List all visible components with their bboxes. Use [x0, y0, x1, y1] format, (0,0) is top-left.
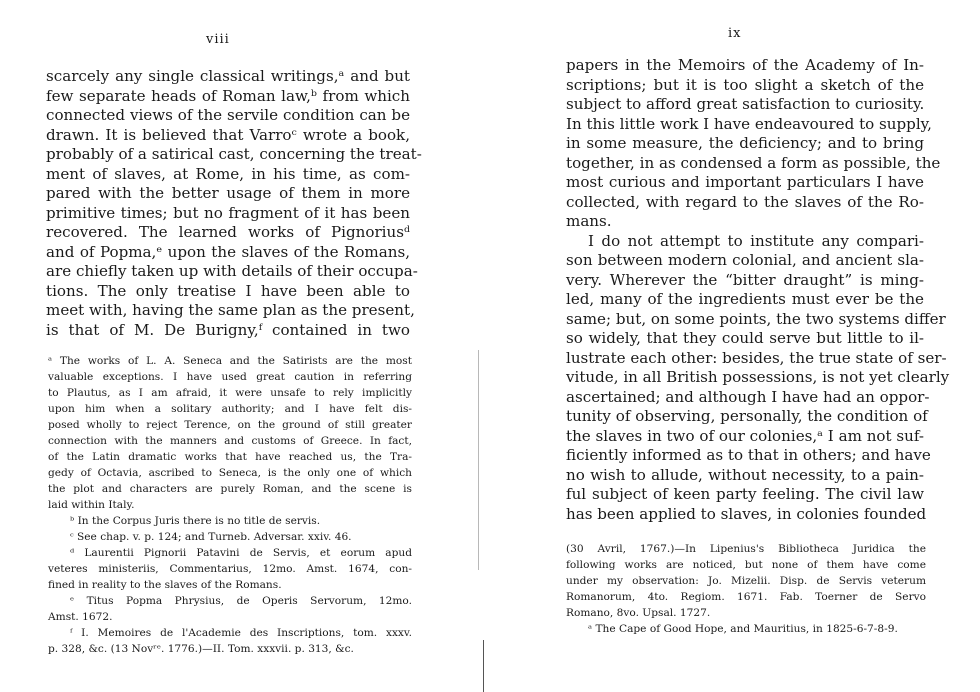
- text-line: lustrate each other: besides, the true state of ser-: [566, 348, 947, 367]
- left-page: [0, 0, 482, 692]
- footnotes: [48, 353, 412, 657]
- footnote-line: following works are noticed, but none of them have come: [566, 559, 926, 571]
- footnote-line: to Plautus, as I am afraid, it were unsafe to rely implicitly: [48, 387, 412, 399]
- text-line: scriptions; but it is too slight a sketch of the: [566, 75, 924, 94]
- text-line: ment of slaves, at Rome, in his time, as com-: [46, 164, 410, 183]
- text-line: I do not attempt to institute any compari-: [588, 231, 924, 250]
- text-line: and of Popma,ᵉ upon the slaves of the Romans,: [46, 242, 410, 261]
- footnote-line: under my observation: Jo. Mizelii. Disp. de Servis veterum: [566, 575, 926, 587]
- footnote-line: ᵈ Laurentii Pignorii Patavini de Servis, et eorum apud: [70, 547, 412, 559]
- footnote-line: (30 Avril, 1767.)—In Lipenius's Bibliotheca Juridica the: [566, 543, 926, 555]
- text-line: ful subject of keen party feeling. The civil law: [566, 485, 924, 503]
- text-line: vitude, in all British possessions, is not yet clearly: [566, 368, 950, 386]
- gutter-rule: [483, 640, 484, 692]
- text-line: recovered. The learned works of Pignoriusᵈ: [46, 223, 410, 241]
- text-line: drawn. It is believed that Varroᶜ wrote a book,: [46, 125, 410, 144]
- footnote-line: of the Latin dramatic works that have reached us, the Tra-: [48, 451, 412, 463]
- footnote-line: the plot and characters are purely Roman, and the scene is: [48, 483, 412, 495]
- text-line: papers in the Memoirs of the Academy of In-: [566, 56, 924, 74]
- body-text: [566, 56, 950, 524]
- footnote-line: veteres ministeriis, Commentarius, 12mo. Amst. 1674, con-: [48, 563, 412, 575]
- page-number: ix: [728, 26, 742, 41]
- footnote-line: ᵃ The works of L. A. Seneca and the Satirists are the most: [48, 355, 412, 367]
- text-line: same; but, on some points, the two systems differ: [566, 309, 946, 328]
- text-line: collected, with regard to the slaves of the Ro-: [566, 192, 924, 211]
- footnote-line: laid within Italy.: [48, 499, 135, 511]
- text-line: very. Wherever the “bitter draught” is ming-: [566, 270, 924, 289]
- footnote-line: valuable exceptions. I have used great caution in referring: [48, 371, 412, 383]
- footnote-line: Amst. 1672.: [48, 611, 113, 623]
- footnote-line: upon him when a solitary authority; and I have felt dis-: [48, 403, 412, 415]
- text-line: led, many of the ingredients must ever be the: [566, 290, 924, 308]
- footnote-line: Romano, 8vo. Upsal. 1727.: [566, 607, 711, 619]
- text-line: the slaves in two of our colonies,ᵃ I am not suf-: [566, 426, 924, 445]
- page-number: viii: [206, 32, 230, 47]
- footnote-line: posed wholly to reject Terence, on the ground of still greater: [48, 419, 412, 431]
- text-line: tions. The only treatise I have been able to: [46, 281, 410, 300]
- footnote-line: Romanorum, 4to. Regiom. 1671. Fab. Toerner de Servo: [566, 591, 926, 603]
- footnotes: [566, 541, 926, 637]
- text-line: primitive times; but no fragment of it has been: [46, 203, 410, 222]
- text-line: mans.: [566, 212, 612, 230]
- margin-rule: [478, 350, 479, 570]
- text-line: no wish to allude, without necessity, to a pain-: [566, 465, 924, 484]
- footnote-line: gedy of Octavia, ascribed to Seneca, is the only one of which: [48, 467, 412, 479]
- footnote-line: fined in reality to the slaves of the Romans.: [48, 579, 282, 591]
- right-page: [486, 0, 980, 692]
- footnote-line: ᶜ See chap. v. p. 124; and Turneb. Adversar. xxiv. 46.: [70, 531, 352, 543]
- text-line: tunity of observing, personally, the condition of: [566, 407, 928, 425]
- footnote-line: connection with the manners and customs of Greece. In fact,: [48, 435, 412, 447]
- text-line: in some measure, the deficiency; and to bring: [566, 134, 924, 152]
- text-line: ascertained; and although I have had an oppor-: [566, 387, 930, 406]
- text-line: together, in as condensed a form as possible, the: [566, 153, 941, 172]
- footnote-line: ᵇ In the Corpus Juris there is no title de servis.: [70, 515, 321, 527]
- text-line: meet with, having the same plan as the present,: [46, 301, 415, 319]
- footnote-line: ᵃ The Cape of Good Hope, and Mauritius, in 1825-6-7-8-9.: [588, 623, 898, 635]
- text-line: subject to afford great satisfaction to curiosity.: [566, 95, 925, 113]
- text-line: ficiently informed as to that in others; and have: [566, 446, 931, 464]
- footnote-line: ᶠ I. Memoires de l'Academie des Inscriptions, tom. xxxv.: [70, 627, 412, 639]
- text-line: are chiefly taken up with details of their occupa-: [46, 262, 418, 280]
- text-line: so widely, that they could serve but little to il-: [566, 329, 924, 347]
- body-text: [46, 67, 422, 340]
- text-line: In this little work I have endeavoured to supply,: [566, 114, 932, 133]
- text-line: few separate heads of Roman law,ᵇ from which: [46, 86, 410, 105]
- text-line: probably of a satirical cast, concerning the treat-: [46, 145, 422, 163]
- text-line: scarcely any single classical writings,ᵃ and but: [46, 67, 410, 85]
- footnote-line: p. 328, &c. (13 Novʳᵉ. 1776.)—II. Tom. xxxvii. p. 313, &c.: [48, 643, 354, 655]
- text-line: connected views of the servile condition can be: [46, 106, 410, 124]
- text-line: has been applied to slaves, in colonies founded: [566, 504, 927, 523]
- text-line: most curious and important particulars I have: [566, 173, 924, 191]
- text-line: son between modern colonial, and ancient sla-: [566, 251, 924, 269]
- text-line: pared with the better usage of them in more: [46, 184, 410, 202]
- text-line: is that of M. De Burigny,ᶠ contained in two: [46, 320, 410, 339]
- footnote-line: ᵉ Titus Popma Phrysius, de Operis Servorum, 12mo.: [70, 595, 412, 607]
